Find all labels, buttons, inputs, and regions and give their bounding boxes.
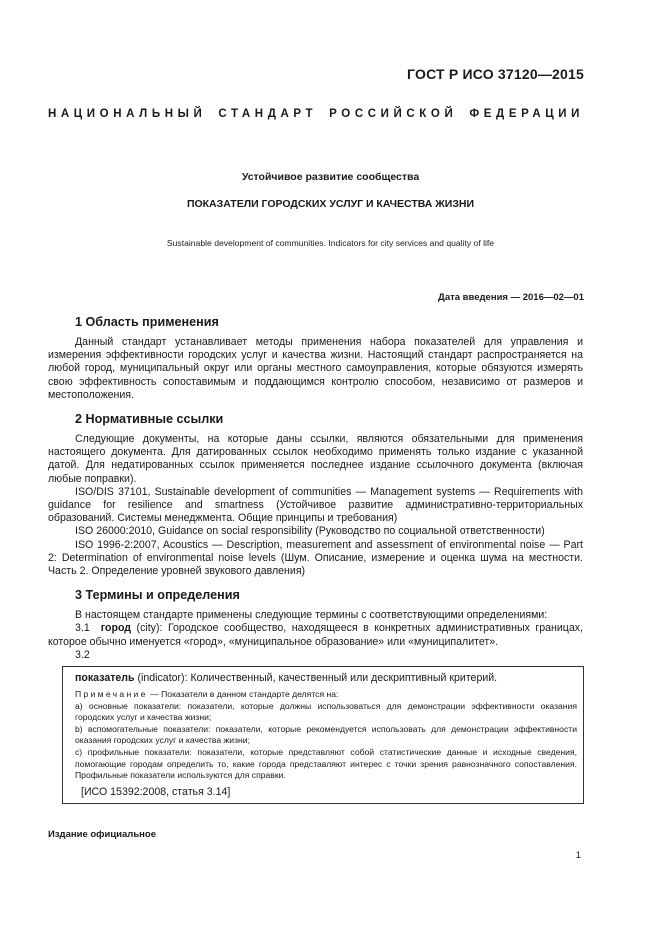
note-text: — Показатели в данном стандарте делятся на: [147, 689, 339, 700]
term-3-1-number: 3.1 [75, 622, 90, 635]
term-3-1 [48, 622, 583, 648]
section-3-heading: 3 Термины и определения [75, 588, 240, 603]
document-body [48, 314, 583, 804]
introduction-date: Дата введения — 2016—02—01 [438, 292, 584, 303]
national-standard-banner: НАЦИОНАЛЬНЫЙ СТАНДАРТ РОССИЙСКОЙ ФЕДЕРАЦИИ [48, 108, 584, 120]
reference-iso-1996: ISO 1996-2:2007, Acoustics — Description, measurement and assessment of environmental noise — Part 2: Determination of environmental noise levels (Шум. Описание, измерение и оценка шума на местности. Часть 2. Определение уровней звукового давления) [48, 538, 583, 578]
term-3-1-term: город [100, 622, 132, 635]
document-subtitle: ПОКАЗАТЕЛИ ГОРОДСКИХ УСЛУГ И КАЧЕСТВА ЖИЗНИ [186, 198, 475, 210]
document-title: Устойчивое развитие сообщества [241, 171, 420, 183]
note-item-a: а) основные показатели: показатели, которые должны использоваться для демонстрации эффективности оказания городских услуг и качества жизни; [75, 700, 577, 723]
note [75, 689, 577, 701]
page-number: 1 [575, 850, 581, 861]
section-2-paragraph-1: Следующие документы, на которые даны ссылки, являются обязательными для применения настоящего документа. Для датированных ссылок необходимо применять только издание с указанной датой. Для недатированных ссылок применяется последнее издание ссылочного документа (включая любые поправки). [48, 433, 583, 485]
term-3-2-term: показатель [75, 672, 135, 685]
term-3-2-box [62, 666, 584, 804]
term-source: [ИСО 15392:2008, статья 3.14] [81, 785, 231, 798]
section-1-paragraph: Данный стандарт устанавливает методы применения набора показателей для управления и измерения эффективности городских услуг и качества жизни. Настоящий стандарт распространяется на любой город, муниципальный округ или органы местного самоуправления, которые обязуются измерять свою эффективность сопоставимым и поддающимся контролю способом, независимо от размеров и местоположения. [48, 336, 583, 401]
term-3-2-definition: (indicator): Количественный, качественный или дескриптивный критерий. [134, 672, 498, 685]
section-2-heading: 2 Нормативные ссылки [75, 412, 224, 427]
section-3-intro: В настоящем стандарте применены следующие термины с соответствующими определениями: [75, 609, 548, 622]
note-label: Примечание [75, 689, 148, 700]
section-1-heading: 1 Область применения [75, 315, 219, 329]
official-edition-label: Издание официальное [48, 829, 156, 840]
note-item-c: с) профильные показатели: показатели, которые представляют собой статистические данные и исходные сведения, помогающие городам определить то, какие города представляют интерес с точки зрения равнозначного сопоставления. Профильные показатели используются для справки. [75, 747, 577, 781]
reference-iso-26000: ISO 26000:2010, Guidance on social responsibility (Руководство по социальной ответственности) [75, 525, 545, 538]
standard-number: ГОСТ Р ИСО 37120—2015 [407, 66, 584, 82]
document-title-english: Sustainable development of communities. Indicators for city services and quality of life [166, 238, 495, 248]
term-3-1-definition: (city): Городское сообщество, находящееся в конкретных административных границах, которое обычно именуется «город», «муниципальное образование» или «муниципалитет». [48, 622, 583, 648]
term-3-2-number: 3.2 [75, 648, 90, 661]
term-3-2-definition-line [75, 672, 577, 685]
note-item-b: b) вспомогательные показатели: показатели, которые рекомендуется использовать для демонстрации эффективности оказания городских услуг и качества жизни; [75, 723, 577, 746]
reference-iso-37101: ISO/DIS 37101, Sustainable development of communities — Management systems — Requirements with guidance for resilience and smartness (Устойчивое развитие административно-территориальных образований. Системы менеджмента. Общие принципы и требования) [48, 485, 583, 525]
